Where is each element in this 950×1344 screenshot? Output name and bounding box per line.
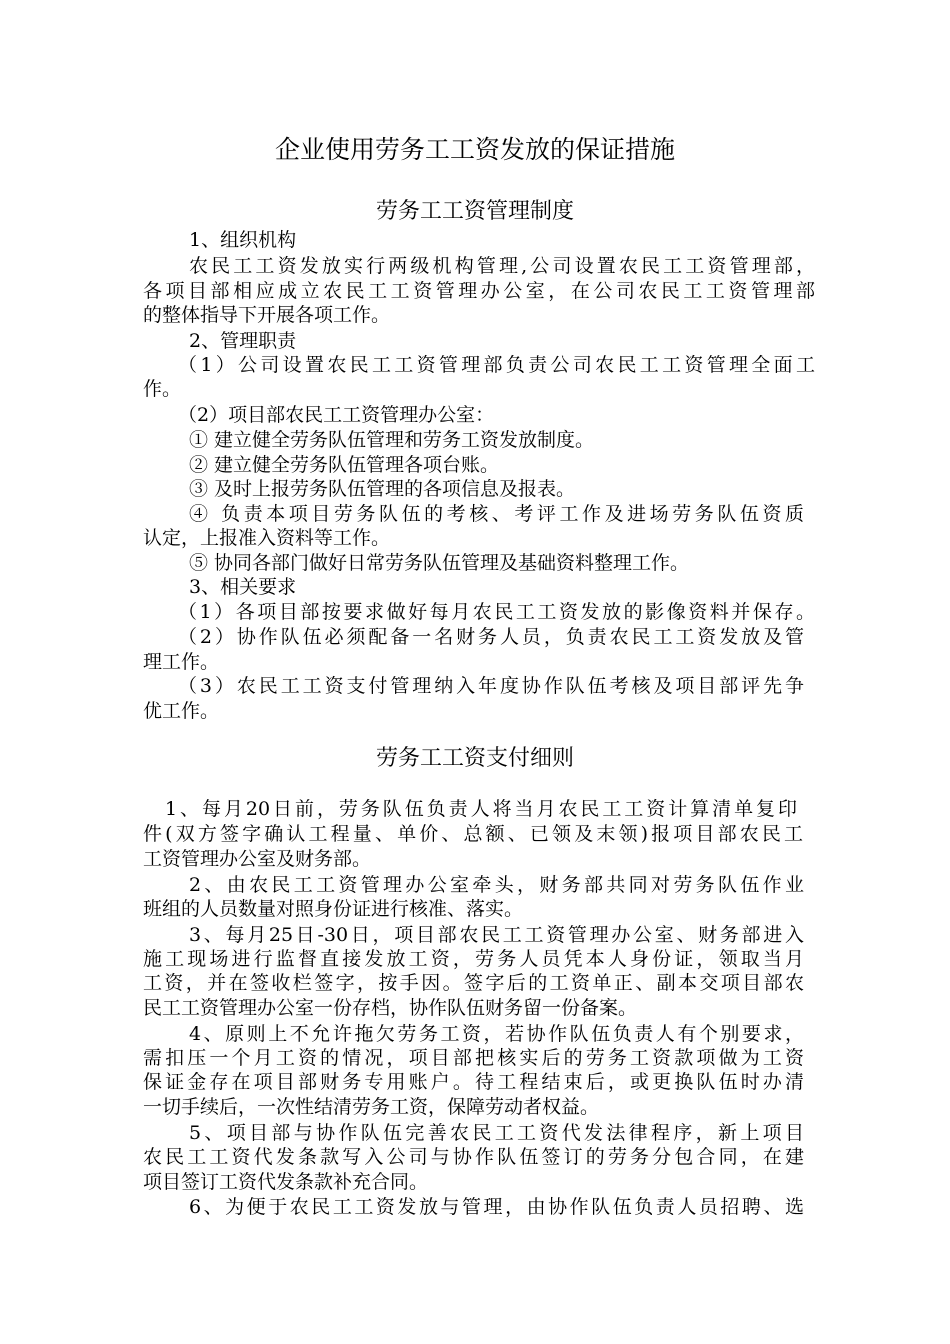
paragraph-line: 工资，并在签收栏签字，按手因。签字后的工资单正、副本交项目部农 xyxy=(143,972,804,994)
list-item: ③ 及时上报劳务队伍管理的各项信息及报表。 xyxy=(189,478,576,500)
paragraph-line: 工资管理办公室及财务部。 xyxy=(143,848,372,870)
paragraph-line: 5、项目部与协作队伍完善农民工工资代发法律程序，新上项目 xyxy=(189,1122,804,1144)
paragraph-line: 4、原则上不允许拖欠劳务工资，若协作队伍负责人有个别要求， xyxy=(189,1023,804,1045)
paragraph-line: （3）农民工工资支付管理纳入年度协作队伍考核及项目部评先争 xyxy=(178,675,804,697)
list-item: ⑤ 协同各部门做好日常劳务队伍管理及基础资料整理工作。 xyxy=(189,552,690,574)
paragraph-line: （2）项目部农民工工资管理办公室： xyxy=(178,404,495,426)
paragraph-line: 农民工工资代发条款写入公司与协作队伍签订的劳务分包合同，在建 xyxy=(143,1146,804,1168)
section-heading-management-system: 劳务工工资管理制度 xyxy=(375,199,574,224)
paragraph-line: 的整体指导下开展各项工作。 xyxy=(143,304,391,326)
paragraph-line: 2、由农民工工资管理办公室牵头，财务部共同对劳务队伍作业 xyxy=(189,874,804,896)
paragraph-line: 民工工资管理办公室一份存档，协作队伍财务留一份备案。 xyxy=(143,997,638,1019)
paragraph-line: 1、每月20日前，劳务队伍负责人将当月农民工工资计算清单复印 xyxy=(165,798,797,820)
paragraph-line: （1）公司设置农民工工资管理部负责公司农民工工资管理全面工 xyxy=(178,354,815,376)
paragraph-line: 班组的人员数量对照身份证进行核准、落实。 xyxy=(143,898,524,920)
paragraph-line: 需扣压一个月工资的情况，项目部把核实后的劳务工资款项做为工资 xyxy=(143,1047,804,1069)
paragraph-line: 保证金存在项目部财务专用账户。待工程结束后，或更换队伍时办清 xyxy=(143,1071,804,1093)
paragraph-line: 项目签订工资代发条款补充合同。 xyxy=(143,1171,429,1193)
paragraph-line: 2、管理职责 xyxy=(189,330,297,352)
list-item: ① 建立健全劳务队伍管理和劳务工资发放制度。 xyxy=(189,429,595,451)
list-item: ② 建立健全劳务队伍管理各项台账。 xyxy=(189,454,500,476)
paragraph-line: 件(双方签字确认工程量、单价、总额、已领及末领)报项目部农民工 xyxy=(143,823,803,845)
list-item: ④ 负责本项目劳务队伍的考核、考评工作及进场劳务队伍资质 xyxy=(189,503,804,525)
paragraph-line: 各项目部相应成立农民工工资管理办公室，在公司农民工工资管理部 xyxy=(143,280,815,302)
paragraph-line: 6、为便于农民工工资发放与管理，由协作队伍负责人员招聘、选 xyxy=(189,1196,804,1218)
paragraph-line: 一切手续后，一次性结清劳务工资，保障劳动者权益。 xyxy=(143,1096,600,1118)
paragraph-line: （1）各项目部按要求做好每月农民工工资发放的影像资料并保存。 xyxy=(178,601,815,623)
paragraph-line: （2）协作队伍必须配备一名财务人员，负责农民工工资发放及管 xyxy=(178,626,804,648)
paragraph-line: 农民工工资发放实行两级机构管理,公司设置农民工工资管理部， xyxy=(189,255,815,277)
paragraph-line: 作。 xyxy=(143,378,182,400)
paragraph-line: 理工作。 xyxy=(143,651,220,673)
paragraph-line: 认定，上报准入资料等工作。 xyxy=(143,527,391,549)
document-title: 企业使用劳务工工资发放的保证措施 xyxy=(274,135,675,164)
section-heading-payment-rules: 劳务工工资支付细则 xyxy=(375,746,574,771)
paragraph-line: 3、每月25日-30日，项目部农民工工资管理办公室、财务部进入 xyxy=(189,924,804,946)
paragraph-line: 优工作。 xyxy=(143,700,220,722)
paragraph-line: 1、组织机构 xyxy=(189,229,297,251)
paragraph-line: 施工现场进行监督直接发放工资，劳务人员凭本人身份证，领取当月 xyxy=(143,948,804,970)
paragraph-line: 3、相关要求 xyxy=(189,576,297,598)
